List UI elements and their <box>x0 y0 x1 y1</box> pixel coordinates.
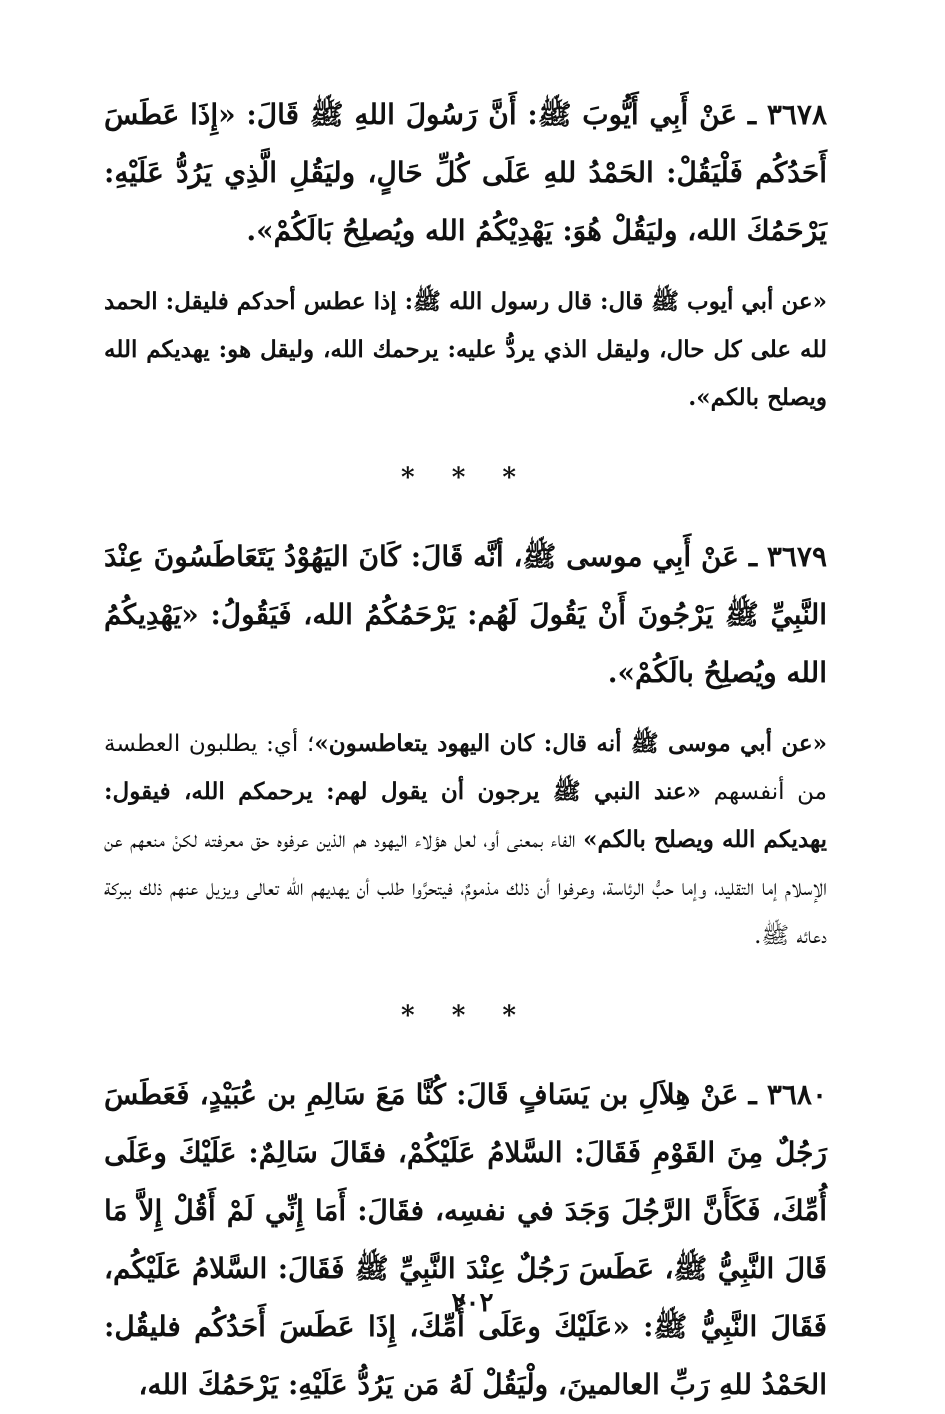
commentary-segment: الفاء بمعنى أو، لعل هؤلاء اليهود هم الذين عرفوه حق معرفته لكنْ منعهم عن الإسلام إما التقليد، وإما حبُّ الرئاسة، وعرفوا أن ذلك مذمومٌ، فيتحرَّوا طلب أن يهديهم الله تعالى ويزيل عنهم ذلك ببركة دعائه ﷺ. <box>104 827 827 949</box>
section-separator: * * * <box>401 1001 530 1031</box>
hadith-section-3678 <box>104 86 827 422</box>
hadith-section-3680 <box>104 1066 827 1414</box>
commentary-segment: ؛ أي: يطلبون العطسة من أنفسهم <box>104 731 827 805</box>
commentary-text <box>104 720 827 960</box>
commentary-segment: «عند النبي ﷺ يرجون أن يقول لهم: يرحمكم الله، فيقول: يهديكم الله ويصلح بالكم» <box>104 778 827 853</box>
section-separator: * * * <box>401 463 530 493</box>
hadith-text: ٣٦٧٨ ـ عَنْ أَبِي أَيُّوبَ ﷺ: أَنَّ رَسُولَ اللهِ ﷺ قَالَ: «إِذَا عَطَسَ أَحَدُكُم فَلْيَقُلْ: الحَمْدُ للهِ عَلَى كُلِّ حَالٍ، وليَقُلِ الَّذِي يَرُدُّ عَلَيْهِ: يَرْحَمُكَ الله، وليَقُلْ هُوَ: يَهْدِيْكُمُ الله ويُصلِحُ بَالَكُمْ». <box>104 98 827 247</box>
commentary-text <box>104 278 827 422</box>
page-number: ٢٠٢ <box>451 1288 494 1318</box>
commentary-segment: «عن أبي موسى ﷺ أنه قال: كان اليهود يتعاطسون» <box>314 730 827 757</box>
hadith-section-3679 <box>104 528 827 960</box>
hadith-text: ٣٦٧٩ ـ عَنْ أَبِي موسى ﷺ، أنَّه قَالَ: كَانَ اليَهُوْدُ يَتَعَاطَسُونَ عِنْدَ النَّبِيِّ ﷺ يَرْجُونَ أَنْ يَقُولَ لَهُم: يَرْحَمُكُمُ الله، فَيَقُولُ: «يَهْدِيكُمُ الله ويُصلِحُ بالَكُمْ». <box>104 540 827 689</box>
hadith-text: ٣٦٨٠ ـ عَنْ هِلاَلِ بن يَسَافٍ قَالَ: كُنَّا مَعَ سَالِمِ بن عُبَيْدٍ، فَعَطَسَ رَجُلٌ مِنَ القَوْمِ فَقَالَ: السَّلامُ عَلَيْكُمْ، فقَالَ سَالِمٌ: عَلَيْكَ وعَلَى أُمِّكَ، فَكَأَنَّ الرَّجُلَ وَجَدَ في نفسِه، فقَالَ: أَمَا إِنِّي لَمْ أَقُلْ إِلاَّ مَا قَالَ النَّبِيُّ ﷺ، عَطَسَ رَجُلٌ عِنْدَ النَّبِيِّ ﷺ فَقَالَ: السَّلامُ عَلَيْكُم، فَقَالَ النَّبِيُّ ﷺ: «عَلَيْكَ وعَلَى أُمِّكَ، إِذَا عَطَسَ أَحَدُكُم فليقُل: الحَمْدُ للهِ رَبِّ العالمينَ، ولْيَقُلْ لَهُ مَن يَرُدُّ عَلَيْهِ: يَرْحَمُكَ الله، <box>104 1078 828 1401</box>
commentary-segment: «عن أبي أيوب ﷺ قال: قال رسول الله ﷺ: إذا عطس أحدكم فليقل: الحمد لله على كل حال، وليقل الذي يردُّ عليه: يرحمك الله، وليقل هو: يهديكم الله ويصلح بالكم». <box>104 288 827 411</box>
page-body <box>104 86 827 1414</box>
